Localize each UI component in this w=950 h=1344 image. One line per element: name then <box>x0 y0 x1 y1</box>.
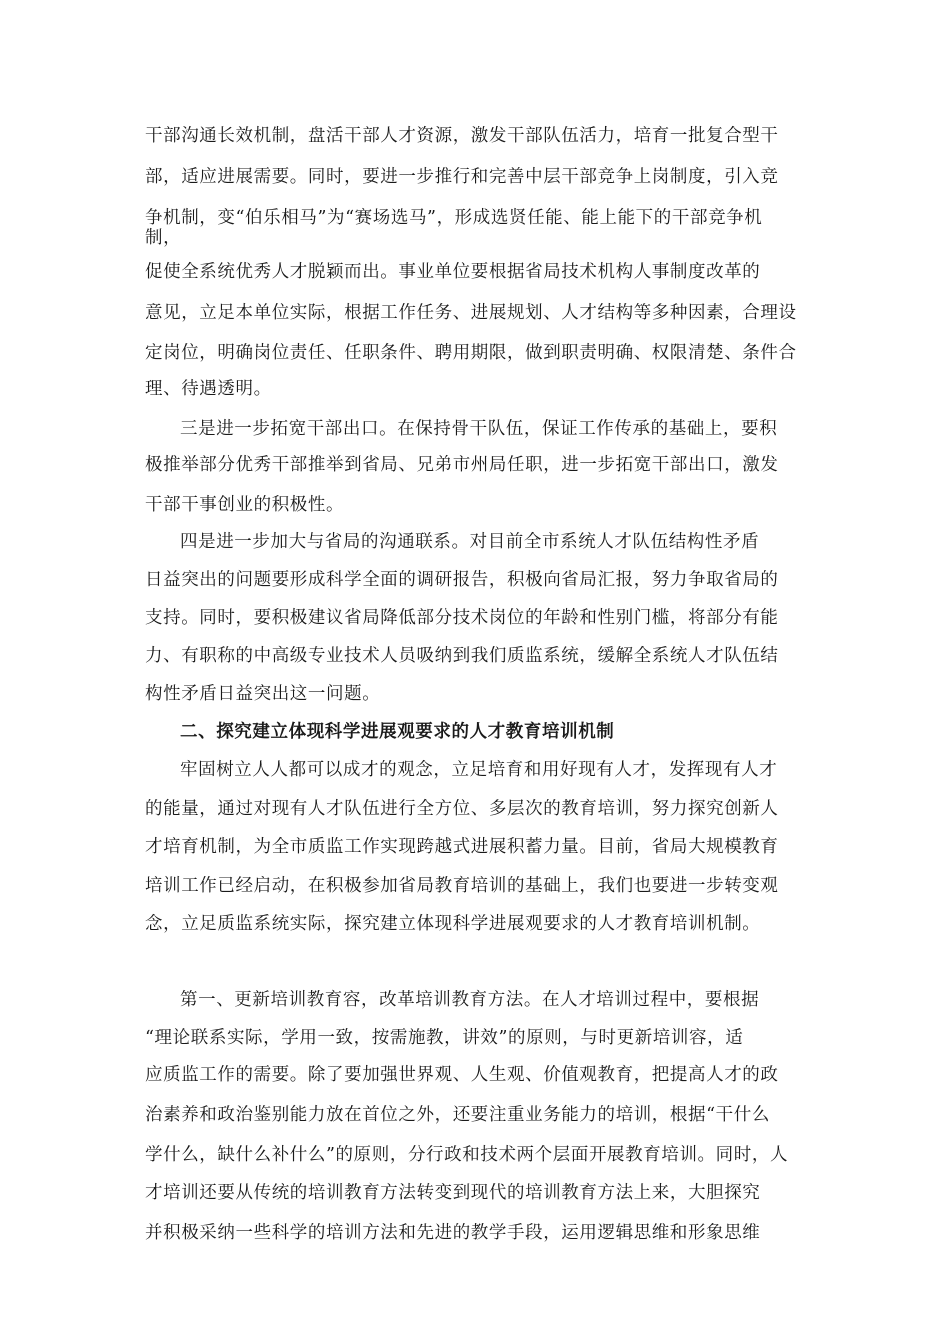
paragraph-start-line: 第一、更新培训教育容，改革培训教育方法。在人才培训过程中，要根据 <box>180 990 760 1010</box>
text-line: 干部干事创业的积极性。 <box>145 495 345 515</box>
text-line: 念，立足质监系统实际，探究建立体现科学进展观要求的人才教育培训机制。 <box>145 914 761 934</box>
text-line: 学什么，缺什么补什么”的原则，分行政和技术两个层面开展教育培训。同时，人 <box>145 1145 789 1165</box>
text-line: 理、待遇透明。 <box>145 379 272 399</box>
text-line: 干部沟通长效机制，盘活干部人才资源，激发干部队伍活力，培育一批复合型干 <box>145 126 779 146</box>
text-line: 治素养和政治鉴别能力放在首位之外，还要注重业务能力的培训，根据“干什么 <box>145 1105 770 1125</box>
text-line: 意见，立足本单位实际，根据工作任务、进展规划、人才结构等多种因素，合理设 <box>145 303 797 323</box>
paragraph-start-line: 牢固树立人人都可以成才的观念，立足培育和用好现有人才，发挥现有人才 <box>180 760 778 780</box>
text-line: 并积极采纳一些科学的培训方法和先进的教学手段，运用逻辑思维和形象思维 <box>145 1223 761 1243</box>
text-line: 日益突出的问题要形成科学全面的调研报告，积极向省局汇报，努力争取省局的 <box>145 570 779 590</box>
text-line: 构性矛盾日益突出这一问题。 <box>145 684 381 704</box>
text-line: 培训工作已经启动，在积极参加省局教育培训的基础上，我们也要进一步转变观 <box>145 876 779 896</box>
text-line: “理论联系实际，学用一致，按需施教，讲效”的原则，与时更新培训容，适 <box>145 1028 744 1048</box>
text-line: 定岗位，明确岗位责任、任职条件、聘用期限，做到职责明确、权限清楚、条件合 <box>145 343 797 363</box>
text-line: 制， <box>145 228 182 248</box>
text-line: 支持。同时，要积极建议省局降低部分技术岗位的年龄和性别门槛，将部分有能 <box>145 608 779 628</box>
paragraph-start-line: 四是进一步加大与省局的沟通联系。对目前全市系统人才队伍结构性矛盾 <box>180 532 760 552</box>
text-line: 应质监工作的需要。除了要加强世界观、人生观、价值观教育，把提高人才的政 <box>145 1065 779 1085</box>
paragraph-start-line: 三是进一步拓宽干部出口。在保持骨干队伍，保证工作传承的基础上，要积 <box>180 419 778 439</box>
text-line: 促使全系统优秀人才脱颖而出。事业单位要根据省局技术机构人事制度改革的 <box>145 262 761 282</box>
text-line: 才培育机制，为全市质监工作实现跨越式进展积蓄力量。目前，省局大规模教育 <box>145 837 779 857</box>
text-line: 部，适应进展需要。同时，要进一步推行和完善中层干部竞争上岗制度，引入竞 <box>145 167 779 187</box>
text-line: 才培训还要从传统的培训教育方法转变到现代的培训教育方法上来，大胆探究 <box>145 1183 761 1203</box>
text-line: 力、有职称的中高级专业技术人员吸纳到我们质监系统，缓解全系统人才队伍结 <box>145 646 779 666</box>
text-line: 极推举部分优秀干部推举到省局、兄弟市州局任职，进一步拓宽干部出口，激发 <box>145 455 779 475</box>
text-line: 争机制，变“伯乐相马”为“赛场选马”，形成选贤任能、能上能下的干部竞争机 <box>145 208 763 228</box>
section-heading: 二、探究建立体现科学进展观要求的人才教育培训机制 <box>180 722 615 742</box>
text-line: 的能量，通过对现有人才队伍进行全方位、多层次的教育培训，努力探究创新人 <box>145 799 779 819</box>
